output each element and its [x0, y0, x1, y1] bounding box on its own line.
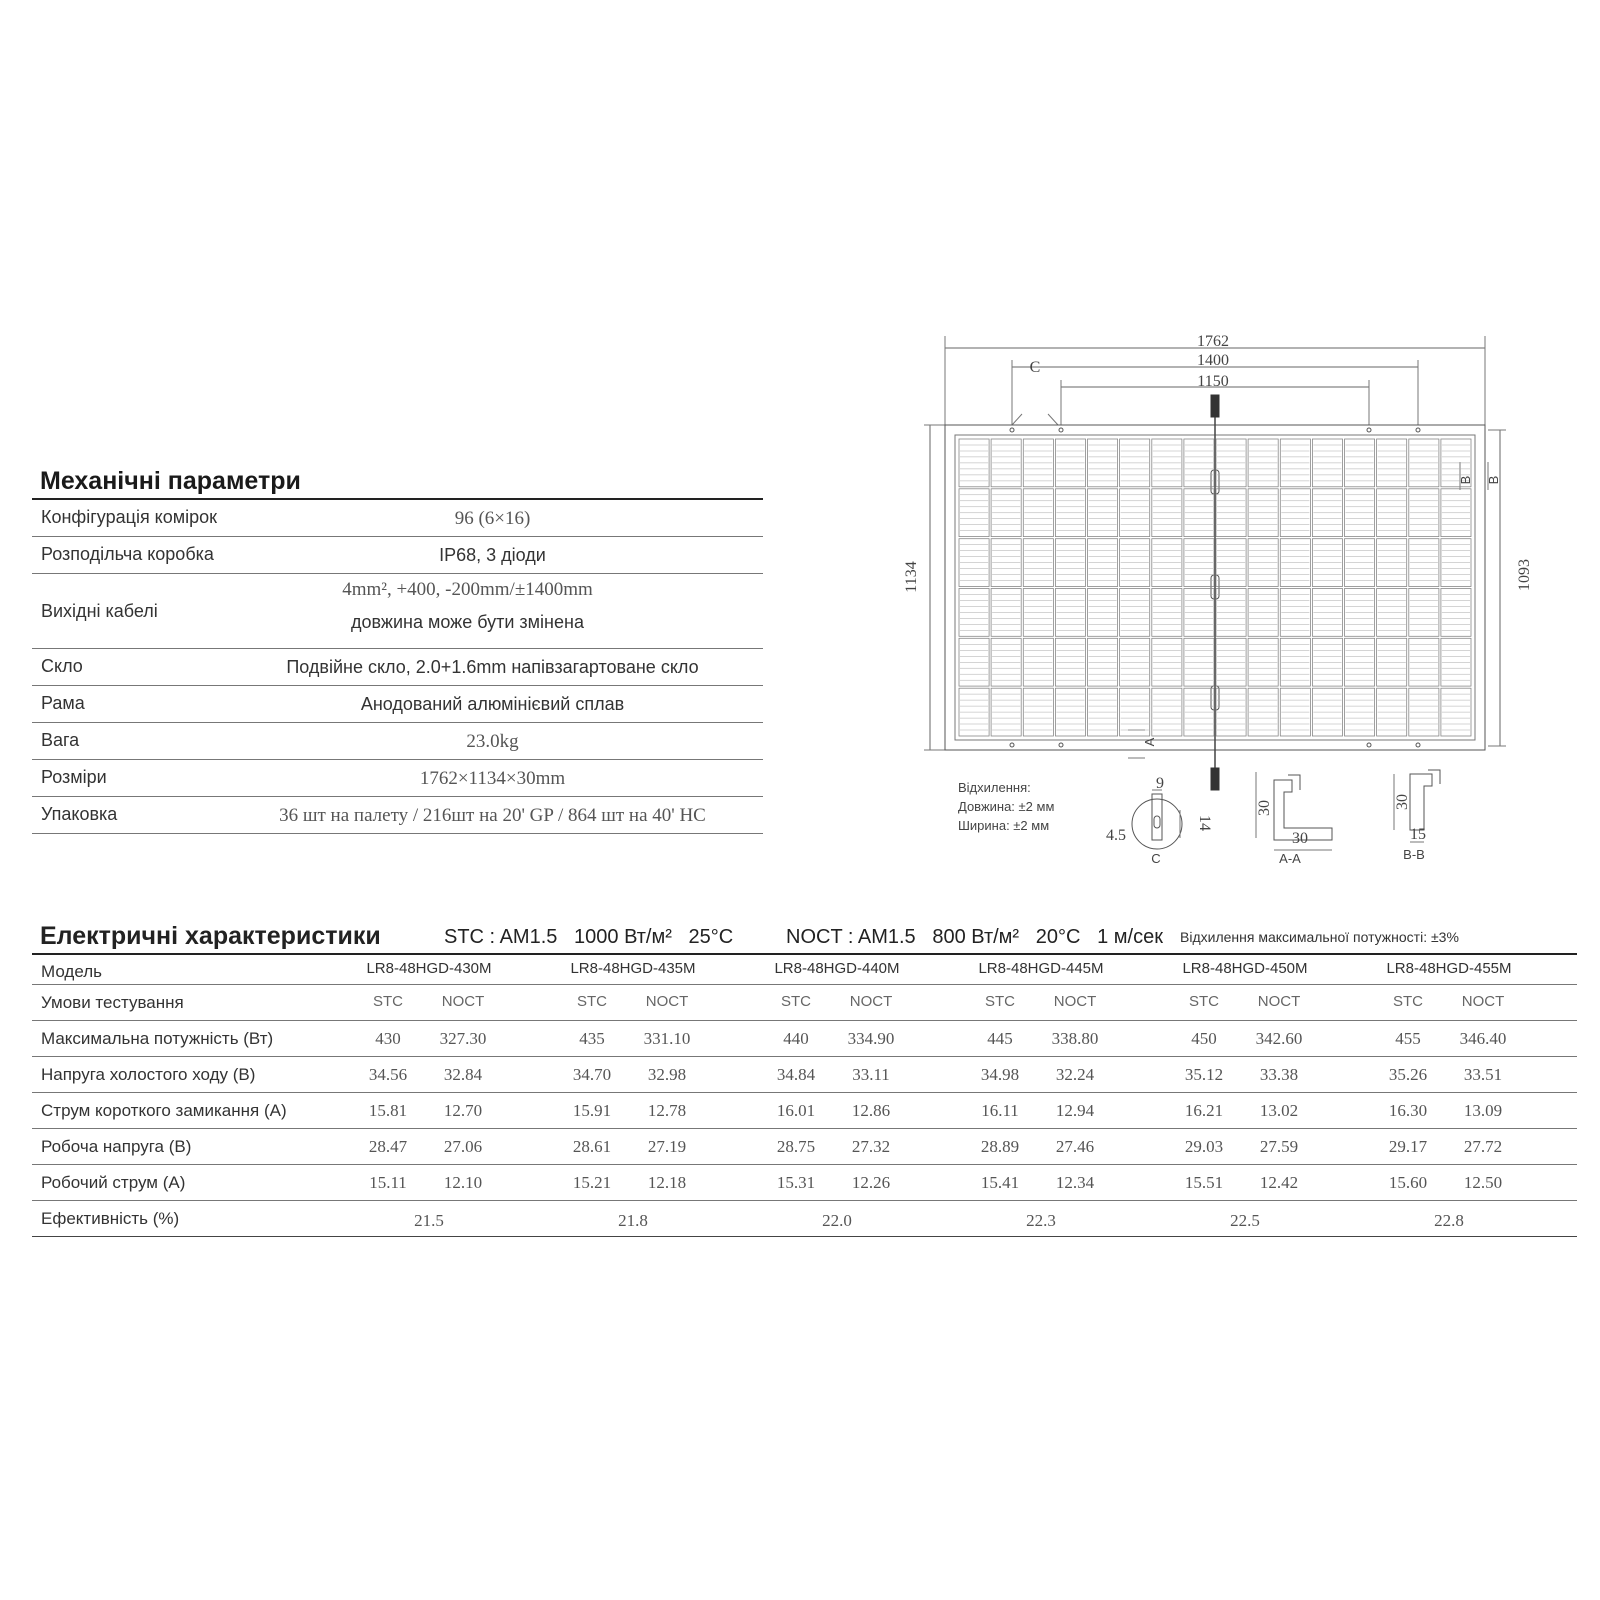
table-cell: 34.56: [368, 1065, 408, 1084]
mech-value: Подвійне скло, 2.0+1.6mm напівзагартоване скло: [286, 657, 699, 677]
mech-label: Вихідні кабелі: [41, 601, 158, 621]
mech-row-dimensions: [32, 760, 763, 797]
mech-row-packaging: [32, 797, 763, 834]
mechanical-title: Механічні параметри: [32, 462, 763, 500]
noct-header: NOCT: [849, 993, 893, 1010]
table-cell: 27.59: [1259, 1137, 1299, 1156]
table-cell: 346.40: [1459, 1029, 1507, 1048]
stc-header: STC: [1189, 993, 1219, 1010]
dim-1762-label: 1762: [1197, 333, 1229, 350]
table-cell: 28.61: [572, 1137, 612, 1156]
table-cell: 34.98: [980, 1065, 1020, 1084]
electrical-characteristics-section: [32, 917, 1577, 1237]
table-cell: 13.09: [1463, 1101, 1503, 1120]
model-name: LR8-48HGD-430M: [366, 960, 492, 977]
mech-value: 36 шт на палету / 216шт на 20' GP / 864 шт на 40' HC: [279, 805, 706, 826]
table-cell: 15.41: [980, 1173, 1020, 1192]
mech-label: Рама: [41, 693, 85, 713]
mechanical-parameters-section: [32, 462, 763, 834]
detail-c-drawing: [1132, 790, 1182, 849]
table-row: [32, 1021, 1577, 1057]
table-cell: 12.18: [647, 1173, 687, 1192]
stc-header: STC: [373, 993, 403, 1010]
table-cell: 15.21: [572, 1173, 612, 1192]
detail-bb-dim-h: 30: [1394, 794, 1411, 810]
noct-header: NOCT: [1257, 993, 1301, 1010]
table-cell: 12.50: [1463, 1173, 1503, 1192]
detail-c-dim-45: 4.5: [1106, 827, 1126, 844]
row-label: Максимальна потужність (Вт): [41, 1029, 274, 1048]
table-cell: 15.51: [1184, 1173, 1224, 1192]
label-b-right: B: [1458, 475, 1473, 485]
table-cell: 12.70: [443, 1101, 483, 1120]
model-name: LR8-48HGD-445M: [978, 960, 1104, 977]
mech-row-cells: [32, 500, 763, 537]
row-label: Напруга холостого ходу (В): [41, 1065, 256, 1084]
table-cell: 32.98: [647, 1065, 687, 1084]
model-name: LR8-48HGD-435M: [570, 960, 696, 977]
model-row: [32, 955, 1577, 985]
efficiency-value: 22.3: [1026, 1211, 1056, 1230]
detail-aa-dim-h: 30: [1256, 800, 1273, 816]
efficiency-value: 22.0: [822, 1211, 852, 1230]
detail-aa-caption: A-A: [1279, 851, 1301, 866]
detail-bb-caption: B-B: [1403, 847, 1425, 862]
table-cell: 450: [1191, 1029, 1217, 1048]
noct-header: NOCT: [645, 993, 689, 1010]
dim-1093-label: 1093: [1516, 559, 1533, 591]
power-tolerance-note: Відхилення максимальної потужності: ±3%: [1180, 929, 1459, 945]
mech-label: Розподільча коробка: [41, 544, 214, 564]
table-cell: 430: [375, 1029, 401, 1048]
table-cell: 33.51: [1463, 1065, 1503, 1084]
table-cell: 27.46: [1055, 1137, 1095, 1156]
detail-c-dim-9: 9: [1156, 775, 1164, 792]
efficiency-label: Ефективність (%): [41, 1209, 180, 1228]
table-cell: 28.47: [368, 1137, 408, 1156]
efficiency-row: [32, 1201, 1577, 1237]
table-cell: 27.32: [851, 1137, 891, 1156]
table-cell: 35.12: [1184, 1065, 1224, 1084]
dim-1400-label: 1400: [1197, 352, 1229, 369]
label-a-bottom: A: [1142, 737, 1157, 747]
noct-header: NOCT: [1461, 993, 1505, 1010]
table-cell: 28.89: [980, 1137, 1020, 1156]
mech-label: Конфігурація комірок: [41, 507, 218, 527]
efficiency-value: 22.8: [1434, 1211, 1464, 1230]
table-cell: 445: [987, 1029, 1013, 1048]
table-cell: 34.70: [572, 1065, 612, 1084]
electrical-title: Електричні характеристики: [40, 922, 381, 950]
table-cell: 16.11: [981, 1101, 1019, 1120]
table-cell: 15.11: [369, 1173, 407, 1192]
electrical-data-rows: [32, 1021, 1577, 1201]
dim-1134-label: 1134: [903, 561, 920, 593]
table-cell: 12.78: [647, 1101, 687, 1120]
table-cell: 28.75: [776, 1137, 816, 1156]
mech-value-note: довжина може бути змінена: [351, 612, 584, 632]
detail-aa-dim-w: 30: [1292, 830, 1308, 847]
efficiency-value: 21.8: [618, 1211, 648, 1230]
table-cell: 342.60: [1255, 1029, 1303, 1048]
table-cell: 334.90: [847, 1029, 895, 1048]
table-row: [32, 1057, 1577, 1093]
stc-header: STC: [577, 993, 607, 1010]
table-cell: 16.30: [1388, 1101, 1428, 1120]
mech-label: Скло: [41, 656, 83, 676]
mech-value: 4mm², +400, -200mm/±1400mm: [342, 579, 593, 600]
noct-header: NOCT: [1053, 993, 1097, 1010]
mech-row-weight: [32, 723, 763, 760]
table-row: [32, 1093, 1577, 1129]
detail-c-caption: C: [1151, 851, 1161, 866]
table-cell: 32.24: [1055, 1065, 1095, 1084]
table-cell: 13.02: [1259, 1101, 1299, 1120]
mech-row-junction-box: [32, 537, 763, 574]
table-cell: 15.60: [1388, 1173, 1428, 1192]
row-label: Робоча напруга (В): [41, 1137, 192, 1156]
table-cell: 12.86: [851, 1101, 891, 1120]
test-conditions-row: [32, 985, 1577, 1021]
table-cell: 32.84: [443, 1065, 483, 1084]
mech-label: Упаковка: [41, 804, 118, 824]
mech-value: Анодований алюмінієвий сплав: [360, 694, 625, 714]
tolerance-title: Відхилення:: [958, 780, 1031, 795]
stc-conditions: STC : AM1.5 1000 Вт/м² 25°C: [444, 926, 734, 948]
table-cell: 29.03: [1184, 1137, 1224, 1156]
table-row: [32, 1165, 1577, 1201]
table-cell: 12.94: [1055, 1101, 1095, 1120]
efficiency-value: 22.5: [1230, 1211, 1260, 1230]
table-cell: 12.26: [851, 1173, 891, 1192]
table-cell: 33.38: [1259, 1065, 1299, 1084]
table-cell: 16.21: [1184, 1101, 1224, 1120]
table-cell: 29.17: [1388, 1137, 1428, 1156]
table-cell: 12.34: [1055, 1173, 1095, 1192]
table-cell: 15.91: [572, 1101, 612, 1120]
mech-value: 1762×1134×30mm: [419, 768, 566, 789]
model-name: LR8-48HGD-455M: [1386, 960, 1512, 977]
mech-label: Вага: [41, 730, 80, 750]
model-name: LR8-48HGD-450M: [1182, 960, 1308, 977]
table-cell: 35.26: [1388, 1065, 1428, 1084]
mech-value: 23.0kg: [466, 731, 519, 752]
table-cell: 331.10: [643, 1029, 691, 1048]
noct-header: NOCT: [441, 993, 485, 1010]
mech-row-cables: [32, 574, 763, 649]
table-cell: 15.31: [776, 1173, 816, 1192]
stc-header: STC: [1393, 993, 1423, 1010]
tolerance-length: Довжина: ±2 мм: [958, 799, 1055, 814]
table-cell: 327.30: [439, 1029, 487, 1048]
tolerance-width: Ширина: ±2 мм: [958, 818, 1050, 833]
noct-conditions: NOCT : AM1.5 800 Вт/м² 20°C 1 м/сек: [786, 926, 1163, 948]
panel-outline: [924, 336, 1506, 790]
table-cell: 16.01: [776, 1101, 816, 1120]
table-cell: 34.84: [776, 1065, 816, 1084]
model-name: LR8-48HGD-440M: [774, 960, 900, 977]
mech-row-frame: [32, 686, 763, 723]
table-cell: 15.81: [368, 1101, 408, 1120]
table-cell: 27.06: [443, 1137, 483, 1156]
detail-bb-dim-w: 15: [1410, 826, 1426, 843]
dim-1150-label: 1150: [1197, 373, 1229, 390]
module-technical-drawing: [900, 330, 1600, 890]
stc-header: STC: [985, 993, 1015, 1010]
table-cell: 338.80: [1051, 1029, 1099, 1048]
test-conditions-label: Умови тестування: [41, 993, 184, 1012]
table-cell: 27.19: [647, 1137, 687, 1156]
stc-header: STC: [781, 993, 811, 1010]
table-cell: 33.11: [852, 1065, 890, 1084]
electrical-header: [32, 917, 1577, 955]
mech-row-glass: [32, 649, 763, 686]
label-b-right2: B: [1486, 475, 1501, 485]
mech-value: 96 (6×16): [454, 508, 531, 529]
table-row: [32, 1129, 1577, 1165]
detail-c-dim-14: 14: [1196, 815, 1213, 831]
table-cell: 455: [1395, 1029, 1421, 1048]
row-label: Робочий струм (А): [41, 1173, 186, 1192]
table-cell: 12.42: [1259, 1173, 1299, 1192]
model-label: Модель: [41, 962, 103, 981]
label-c-top: C: [1029, 359, 1041, 376]
row-label: Струм короткого замикання (А): [41, 1101, 287, 1120]
table-cell: 435: [579, 1029, 605, 1048]
table-cell: 440: [783, 1029, 809, 1048]
mech-label: Розміри: [41, 767, 107, 787]
efficiency-value: 21.5: [414, 1211, 444, 1230]
table-cell: 12.10: [443, 1173, 483, 1192]
mech-value: IP68, 3 діоди: [439, 545, 546, 565]
table-cell: 27.72: [1463, 1137, 1503, 1156]
